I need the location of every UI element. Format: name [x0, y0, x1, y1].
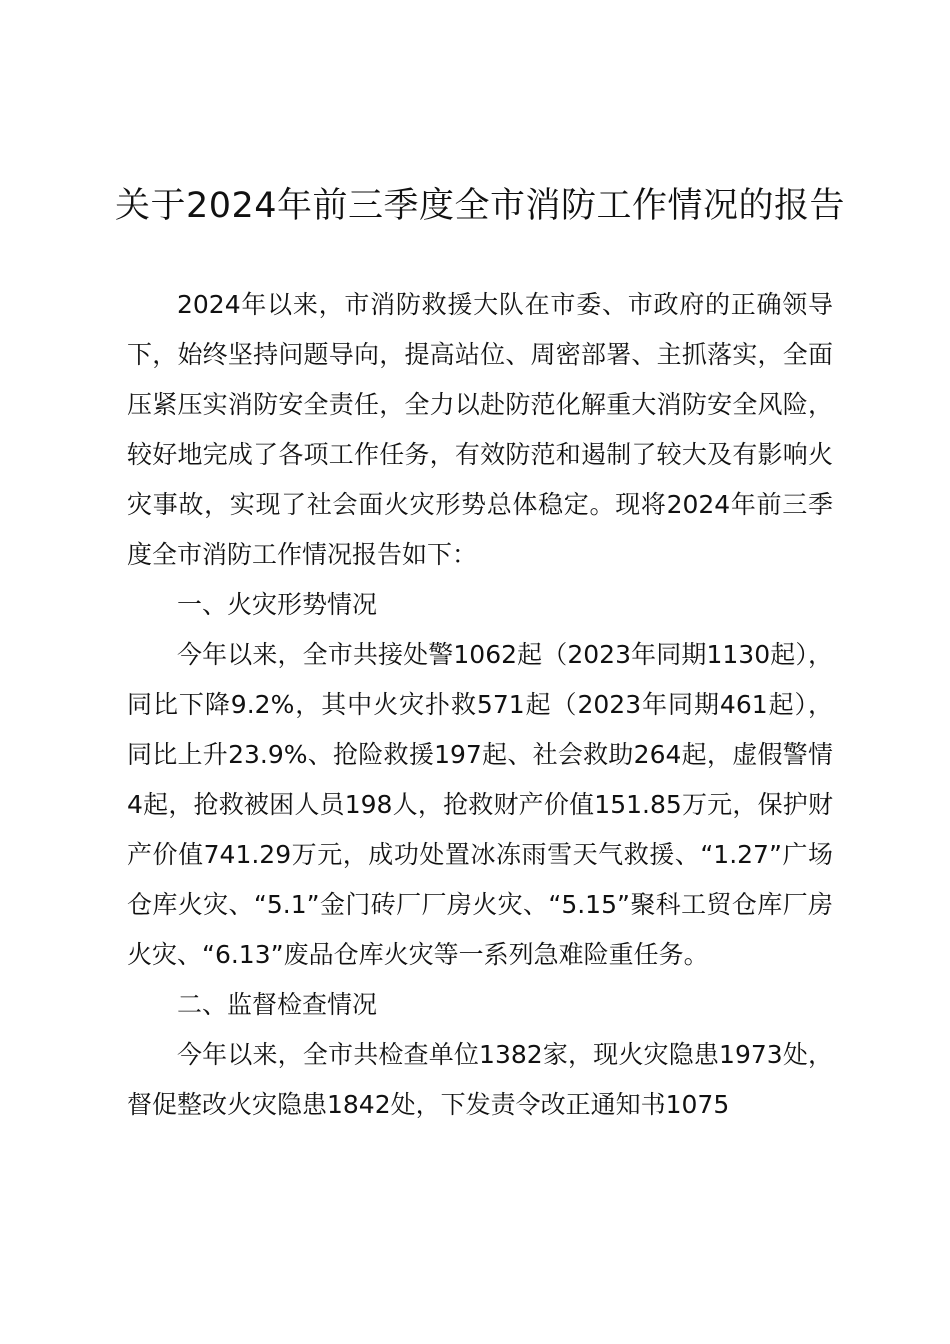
document-body [127, 280, 833, 1130]
section-heading-inspection: 二、监督检查情况 [177, 990, 378, 1019]
fire-situation-paragraph: 今年以来，全市共接处警1062起（2023年同期1130起），同比下降9.2%，其中火灾扑救571起（2023年同期461起），同比上升23.9%、抢险救援197起、社会救助264起，虚假警情4起，抢救被困人员198人，抢救财产价值151.85万元，保护财产价值741.29万元，成功处置冰冻雨雪天气救援、“1.27”广场仓库火灾、“5.1”金门砖厂厂房火灾、“5.15”聚科工贸仓库厂房火灾、“6.13”废品仓库火灾等一系列急难险重任务。 [127, 640, 833, 969]
document-title: 关于2024年前三季度全市消防工作情况的报告 [114, 186, 846, 226]
intro-paragraph: 2024年以来，市消防救援大队在市委、市政府的正确领导下，始终坚持问题导向，提高站位、周密部署、主抓落实，全面压紧压实消防安全责任，全力以赴防范化解重大消防安全风险，较好地完成了各项工作任务，有效防范和遏制了较大及有影响火灾事故，实现了社会面火灾形势总体稳定。现将2024年前三季度全市消防工作情况报告如下： [127, 290, 833, 569]
inspection-paragraph: 今年以来，全市共检查单位1382家，现火灾隐患1973处，督促整改火灾隐患1842处，下发责令改正通知书1075 [127, 1040, 833, 1119]
section-heading-fire-situation: 一、火灾形势情况 [177, 590, 378, 619]
